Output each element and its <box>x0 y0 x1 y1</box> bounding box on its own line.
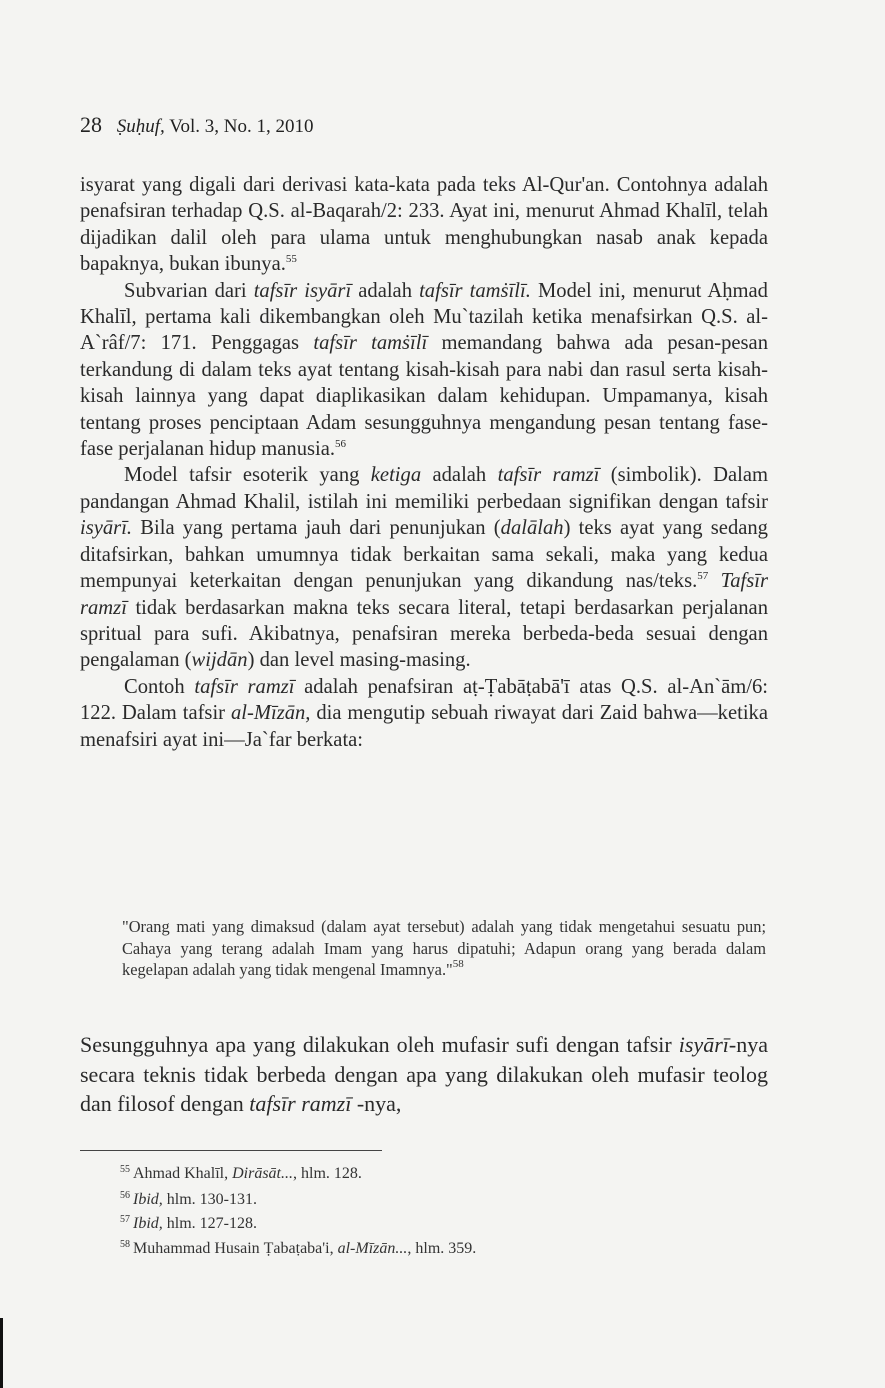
footnote-ref-55[interactable]: 55 <box>285 253 297 266</box>
paragraph-4-text: dia mengutip sebuah riwayat dari Zaid bahwa—ketika menafsiri ayat ini—Ja`far berkata: <box>80 702 768 751</box>
footnote-56 <box>120 1190 760 1210</box>
paragraph-3-text: (simbolik). Dalam pandangan Ahmad Khalil, istilah ini memiliki perbedaan signifikan dengan tafsir <box>80 464 768 513</box>
quote-text: "Orang mati yang dimaksud (dalam ayat tersebut) adalah yang tidak mengetahui sesuatu pun; Cahaya yang terang adalah Imam yang harus dipatuhi; Adapun orang yang berada dalam kegelapan adalah yang tidak mengenal Imamnya." <box>122 917 766 980</box>
paragraph-3-text: adalah <box>421 464 498 487</box>
paragraph-1-text: isyarat yang digali dari derivasi kata-kata pada teks Al-Qur'an. Contohnya adalah penafsiran terhadap Q.S. al-Baqarah/2: 233. Ayat ini, menurut Ahmad Khalīl, telah dijadikan dalil oleh para ulama untuk menghubungkan nasab anak kepada bapaknya, bukan ibunya. <box>80 174 768 276</box>
paragraph-3-text: ) teks ayat yang sedang ditafsirkan, bahkan umumnya tidak berkaitan sama sekali, maka yang kedua mempunyai keterkaitan dengan penunjukan yang dikandung nas/teks. <box>80 517 768 593</box>
term-italic: al-Mīzān, <box>230 702 311 725</box>
paragraph-3-text: tidak berdasarkan makna teks secara literal, tetapi berdasarkan perjalanan spritual para sufi. Akibatnya, penafsiran mereka berbeda-beda sesuai dengan pengalaman ( <box>80 596 768 672</box>
term-italic: wijdān <box>191 649 248 672</box>
term-italic: isyārī. <box>80 517 133 540</box>
term-italic: tafsīr tamṡīlī <box>313 332 428 355</box>
paragraph-2-text: memandang bahwa ada pesan-pesan terkandung di dalam teks ayat tentang kisah-kisah para nabi dan rasul serta kisah-kisah lainnya yang dapat diaplikasikan dalam kehidupan. Umpamanya, kisah tentang proses penciptaan Adam sesungguhnya mengandung pesan tentang fase-fase perjalanan hidup manusia. <box>80 332 768 461</box>
term-italic: tafsīr isyārī <box>253 279 352 302</box>
footnote-text: Muhammad Husain Ṭabaṭaba'i, <box>133 1240 338 1257</box>
term-italic: tafsīr ramzī <box>249 1091 352 1116</box>
footnote-title: Dirāsāt... <box>232 1165 293 1182</box>
footnote-ref-58[interactable]: 58 <box>452 958 464 971</box>
paragraph-2-text: Model ini, menurut Aḥmad Khalīl, pertama kali dikembangkan oleh Mu`tazilah ketika menafsirkan Q.S. al-A`râf/7: 171. Penggagas <box>80 279 768 355</box>
term-italic: tafsīr tamṡīlī. <box>419 279 531 302</box>
footnote-58 <box>120 1239 760 1259</box>
footnote-title: Ibid, <box>133 1215 163 1232</box>
journal-volume: Vol. 3, No. 1, 2010 <box>169 116 314 137</box>
paragraph-5 <box>80 1030 768 1119</box>
paragraph-3 <box>80 462 768 673</box>
main-text <box>80 172 768 753</box>
paragraph-5-text: -nya, <box>351 1091 402 1116</box>
journal-title: Ṣuḥuf, <box>116 116 165 137</box>
paragraph-5-text: Sesungguhnya apa yang dilakukan oleh mufasir sufi dengan tafsir <box>80 1032 679 1057</box>
paragraph-2 <box>80 278 768 463</box>
footnote-57 <box>120 1214 760 1234</box>
running-header <box>80 112 313 138</box>
paragraph-2-text: Subvarian dari <box>124 279 254 302</box>
footnote-55 <box>120 1164 760 1184</box>
paragraph-1 <box>80 172 768 278</box>
footnote-text: , hlm. 128. <box>293 1165 362 1182</box>
paragraph-4-text: adalah penafsiran aṭ-Ṭabāṭabā'ī atas Q.S. al-An`ām/6: 122. Dalam tafsir <box>80 675 768 725</box>
paragraph-4 <box>80 674 768 753</box>
scan-edge-mark <box>0 1318 3 1388</box>
paragraph-3-text: ) dan level masing-masing. <box>247 649 471 672</box>
footnote-divider <box>80 1150 382 1151</box>
term-italic: Tafsīr ramzī <box>80 570 768 619</box>
term-italic: tafsīr ramzī <box>194 675 295 698</box>
footnote-text: Ahmad Khalīl, <box>133 1165 233 1182</box>
paragraph-3-text: Model tafsir esoterik yang <box>124 464 371 487</box>
footnote-number: 56 <box>120 1190 130 1201</box>
footnote-title: Ibid, <box>133 1191 163 1208</box>
paragraph-5-text: -nya secara teknis tidak berbeda dengan apa yang dilakukan oleh mufasir teolog dan filosof dengan <box>80 1032 768 1116</box>
footnote-text: hlm. 127-128. <box>162 1215 257 1232</box>
footnote-number: 58 <box>120 1239 130 1250</box>
footnote-number: 55 <box>120 1164 130 1175</box>
paragraph-2-text: adalah <box>351 279 420 302</box>
footnote-text: hlm. 130-131. <box>162 1191 257 1208</box>
term-italic: ketiga <box>370 464 422 487</box>
paragraph-3-text: Bila yang pertama jauh dari penunjukan ( <box>132 517 501 540</box>
term-italic: tafsīr ramzī <box>497 464 600 487</box>
footnote-number: 57 <box>120 1214 130 1225</box>
term-italic: isyārī <box>678 1032 729 1057</box>
term-italic: dalālah <box>500 517 564 540</box>
paragraph-4-text: Contoh <box>124 675 195 698</box>
footnote-text: , hlm. 359. <box>407 1240 477 1257</box>
footnote-title: al-Mīzān... <box>337 1240 408 1257</box>
footnote-ref-56[interactable]: 56 <box>335 438 347 451</box>
footnote-ref-57[interactable]: 57 <box>697 570 709 583</box>
block-quote <box>122 916 766 981</box>
page-number: 28 <box>80 112 102 137</box>
